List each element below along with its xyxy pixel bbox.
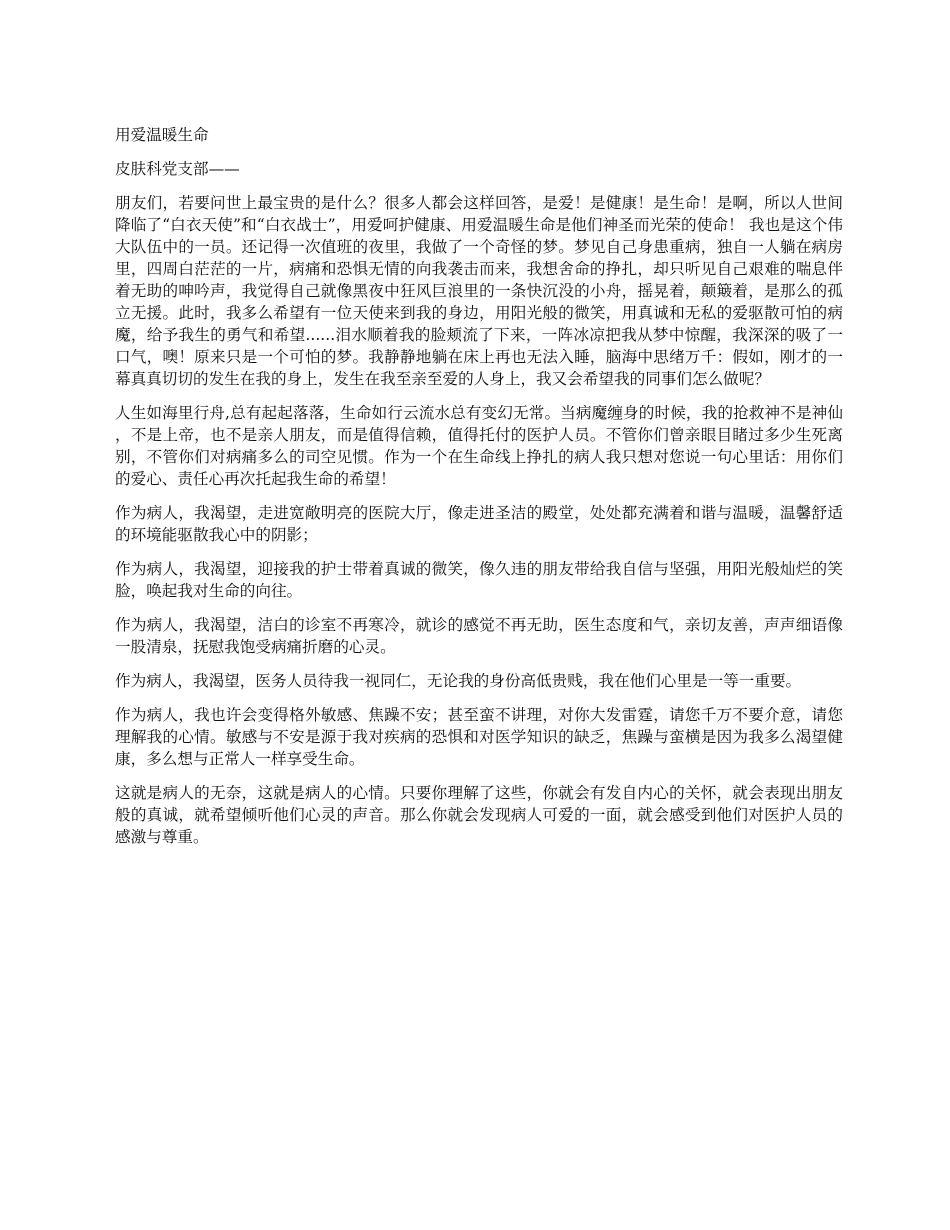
paragraph: 作为病人，我渴望，走进宽敞明亮的医院大厅，像走进圣洁的殿堂，处处都充满着和谐与温暖，温馨舒适的环境能驱散我心中的阴影； <box>115 504 843 544</box>
document-title: 用爱温暖生命 <box>115 126 209 144</box>
paragraph: 作为病人，我渴望，洁白的诊室不再寒冷，就诊的感觉不再无助，医生态度和气，亲切友善，声声细语像一股清泉，抚慰我饱受病痛折磨的心灵。 <box>115 616 843 656</box>
paragraph: 朋友们，若要问世上最宝贵的是什么？很多人都会这样回答，是爱！是健康！是生命！是啊，所以人世间降临了“白衣天使”和“白衣战士”，用爱呵护健康、用爱温暖生命是他们神圣而光荣的使命！ 我也是这个伟大队伍中的一员。还记得一次值班的夜里，我做了一个奇怪的梦。梦见自己身患重病，独自一人躺在病房里，四周白茫茫的一片，病痛和恐惧无情的向我袭击而来，我想舍命的挣扎，却只听见自己艰难的喘息伴着无助的呻吟声，我觉得自己就像黑夜中狂风巨浪里的一条快沉没的小舟，摇晃着，颠簸着，是那么的孤立无援。此时，我多么希望有一位天使来到我的身边，用阳光般的微笑，用真诚和无私的爱驱散可怕的病魔，给予我生的勇气和希望......泪水顺着我的脸颊流了下来，一阵冰凉把我从梦中惊醒，我深深的吸了一口气，噢！原来只是一个可怕的梦。我静静地躺在床上再也无法入睡，脑海中思绪万千：假如，刚才的一幕真真切切的发生在我的身上，发生在我至亲至爱的人身上，我又会希望我的同事们怎么做呢？ <box>115 194 843 388</box>
paragraph: 这就是病人的无奈，这就是病人的心情。只要你理解了这些，你就会有发自内心的关怀，就会表现出朋友般的真诚，就希望倾听他们心灵的声音。那么你就会发现病人可爱的一面，就会感受到他们对医护人员的感激与尊重。 <box>115 784 843 846</box>
department-line: 皮肤科党支部—— <box>115 160 240 178</box>
paragraph: 作为病人，我渴望，医务人员待我一视同仁，无论我的身份高低贵贱，我在他们心里是一等一重要。 <box>115 672 802 690</box>
paragraph: 作为病人，我也许会变得格外敏感、焦躁不安；甚至蛮不讲理，对你大发雷霆，请您千万不要介意，请您理解我的心情。敏感与不安是源于我对疾病的恐惧和对医学知识的缺乏，焦躁与蛮横是因为我多么渴望健康，多么想与正常人一样享受生命。 <box>115 706 843 768</box>
paragraph: 作为病人，我渴望，迎接我的护士带着真诚的微笑，像久违的朋友带给我自信与坚强，用阳光般灿烂的笑脸，唤起我对生命的向往。 <box>115 560 843 600</box>
document-body <box>115 124 843 860</box>
paragraph: 人生如海里行舟,总有起起落落，生命如行云流水总有变幻无常。当病魔缠身的时候，我的抢救神不是神仙，不是上帝，也不是亲人朋友，而是值得信赖，值得托付的医护人员。不管你们曾亲眼目睹过多少生死离别，不管你们对病痛多么的司空见惯。作为一个在生命线上挣扎的病人我只想对您说一句心里话：用你们的爱心、责任心再次托起我生命的希望！ <box>115 404 843 488</box>
